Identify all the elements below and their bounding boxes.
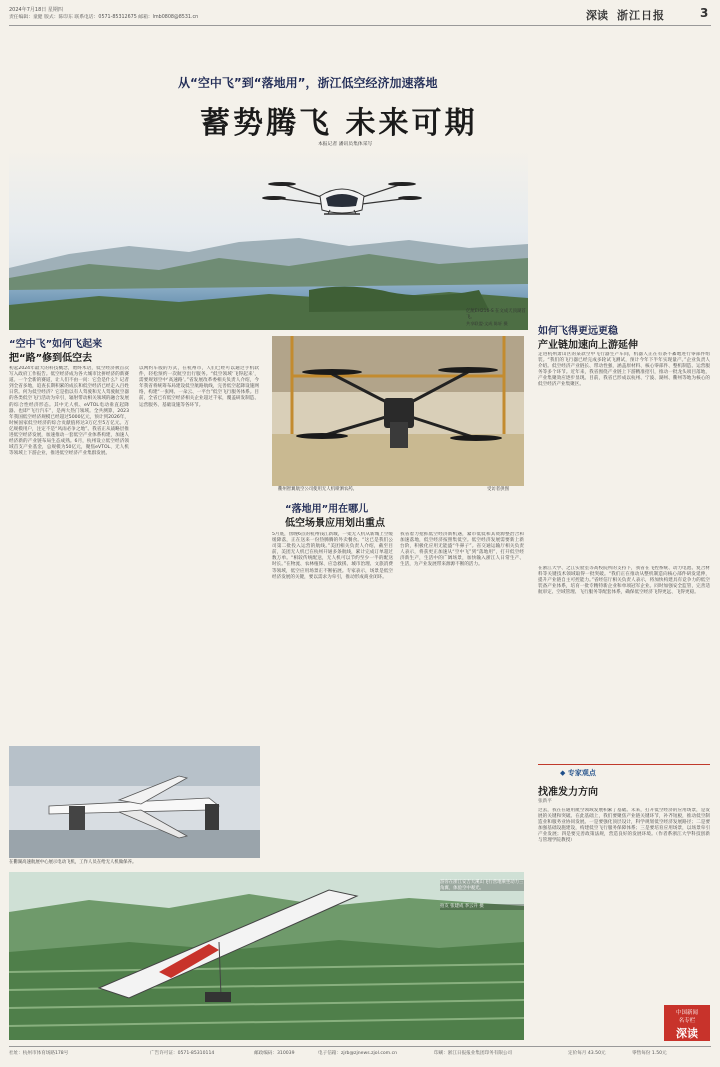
s3-text-a: 5月底，傍晚6点的杭州钱江新城，一架无人机从新城上空缓缓降落，正在送来一份热腾腾的外卖餐食。“这已是我们公司第二批投入运营的航线。”美团相关负责人介绍，截至目前，美团无人机已在杭州开通多条航线，累计完成订单超过数万单。“相较传统配送，无人机可以节约至少一半的配送时长。”在物流、农林植保、应急救援、城市治理、文旅消费等领域，低空应用场景正不断拓展。专家表示，场景是低空经济发展的关键，要以需求为牵引，推动形成商业闭环。 [272, 532, 393, 580]
s3-title-a: “落地用”用在哪儿 [285, 504, 369, 515]
headline-kicker: 从“空中飞”到“落地用”，浙江低空经济加速落地 [178, 76, 438, 90]
masthead-rule [9, 25, 711, 26]
section-tag: 深读 [586, 9, 608, 22]
caption-hang-glider: 游客在浙江安吉大溪山飞行营地乘坐动力三角翼，体验空中观光。 [440, 880, 524, 891]
date-line: 2024年7月18日 星期四 [9, 7, 63, 13]
diamond-icon: ◆ [560, 769, 568, 777]
s2-title-b: 产业链加速向上游延伸 [538, 340, 638, 351]
page-number: 3 [700, 6, 709, 20]
footer-single-price: 零售每份 1.50元 [632, 1051, 667, 1056]
expert-author: 张新平 [538, 799, 552, 804]
expert-text: 过去，我在在通用航空领域发展积累了基础。未来，打开低空经济的应用场景，是发展的关键和突破。在此基础上，我们要聚焦产业链关键环节，补齐短板，推动低空制造业和服务业协同发展。一是要强化顶层设计，科学规划低空经济发展路径；二是要加强基础设施建设，构建低空飞行服务保障体系；三是要培育应用场景，以场景牵引产业发展；四是要完善政策法规，营造良好的发展环境。（作者系浙江大学科技创新与管理学院教授） [538, 808, 710, 844]
caption-agri-drone: 衢州智翼航空公司使用无人机喷洒农药。 [278, 487, 358, 492]
caption-agri-drone-credit: 受访者供图 [487, 487, 509, 492]
headline-main: 蓄势腾飞 未来可期 [200, 106, 478, 141]
column-badge [664, 1005, 710, 1041]
expert-divider [538, 764, 710, 765]
footer-ad-phone: 广告许可证：0571-85310114 [150, 1051, 215, 1056]
badge-line-2: 名专栏 [678, 1018, 696, 1024]
badge-line-1: 中国新闻 [675, 1010, 698, 1016]
headline-byline: 本报记者 潘讯员集体采写 [318, 142, 373, 147]
expert-label-text: 专家观点 [567, 769, 596, 777]
s2-text: 走进杭州萧山区的某款空中飞行器生产车间，机器人正在有条不紊地进行零部件组装。“我们的飞行器已经完成多轮试飞测试，预计今年下半年实现量产。”企业负责人介绍。低空经济产业链长、带动性强，涵盖原材料、核心零部件、整机制造、运营服务等多个环节。近年来，我省围绕产业链上下游精准招引，推动一批龙头项目落地，产业集聚效应逐步显现。目前，我省已形成以杭州、宁波、湖州、衢州等地为核心的低空经济产业集聚区。 [538, 352, 710, 388]
evtol-aircraft-icon [262, 162, 422, 232]
footer-rule [9, 1046, 711, 1047]
photo-electric-aircraft [9, 746, 260, 858]
s3-text-b: 我省着力抢抓低空经济新机遇，紧市低低和其资源整治合和加速落地，低空经济按照集低空。低空经济发展需要新上新台阶，积极化应用无能盛“牛鼻子”。省交通运输厅相关负责人表示，将获更正加速从“空中飞”到“落地用”，打开低空经济新生产，生活中的广阔场景，加快输入浙江人日常生产、生活，为产业发展带来源源不断的活力。 [400, 532, 524, 568]
badge-line-3: 深读 [676, 1027, 698, 1040]
footer-email: 电子信箱：zjrb@zjnews.zjol.com.cn [318, 1051, 398, 1056]
expert-title: 找准发力方向 [538, 787, 598, 798]
s2-title-a: 如何飞得更远更稳 [538, 326, 618, 337]
photo-agri-drone [272, 336, 524, 486]
footer-printer: 印刷：浙江日报报业集团印务有限公司 [434, 1051, 513, 1056]
editor-line: 责任编辑：童健 版式：陈印东 联系电话：0571-85312675 邮箱：lmb0808@8531.cn [9, 15, 199, 20]
s3-title-b: 低空场景应用划出重点 [285, 518, 385, 529]
s1-text: 初起2024年最大的科技概念，始终术语，低空经济被首次写入政府工作报告。低空经济成为各大城市比拼经济的新赛道。一个全新的赛道，让人们不由一问：它会是什么？记者到全省多地，追查长期积累的成长和低空经济已经走入百姓日常。何为低空经济？它是指以有人驾驶和无人驾驶航空器的各类低空飞行活动为牵引，辐射带动相关领域的融合发展的综合性经济形态。其中无人机、eVTOL电动垂直起降器、也即“飞行汽车”，是两大热门领域。全共测算，2023年我国低空经济规模已经超过5000亿元，预计到2026年，时候国家低空经济的综合贡献值将达3万亿至5万亿元。万亿规模用户，注定不是“风雨必争之地”。我省正从战略层推进低空经济发展，加速推动一套低空产业体系构建，加速人经济新的产业链布局生态成熟。6月，杭州设立低空经济领域首支产业基金，总规模为50亿元，聚焦eVTOL、无人机等领域上下游企业，推进低空经济产业集群发展。 [9, 366, 129, 457]
photo-hang-glider [9, 872, 524, 1040]
s2-text-b: 在浙江大学、之江实验室等高校院所的支持下，我省在飞控系统、动力电池、复合材料等关键技术领域取得一批突破。“我们正在推动从整机制造向核心部件研发延伸，提升产业链自主可控能力。”省经信厅相关负责人表示，将加快构建具有竞争力的低空装备产业体系，培育一批专精特新企业和单项冠军企业。同时加强安全监管，完善适航审定、空域管理、飞行服务等配套体系，确保低空经济飞得更远、飞得更稳。 [538, 566, 710, 596]
caption-evtol: 亿航EH216-S 在文成天顶湖首飞。 [466, 309, 526, 320]
footer-address: 社址：杭州市体育场路178号 [9, 1051, 69, 1056]
caption-electric-aircraft: 在衢湖高速航展中心展示电动飞机，工作人员在给无人机做保养。 [9, 860, 137, 865]
footer-zip: 邮政编码：310039 [254, 1051, 295, 1056]
footer-price: 定价每月 43.50元 [568, 1051, 606, 1056]
s1-text-b: 以网约车般的方式，在杭州市，人们已经可以通过手机软件，轻松预约一次航空出行服务。“低空领域‘飞得起来’，需要规划空中‘高速路’。”省发展改革委相关负责人介绍，今年我省将统筹布局建设低空航路航线，完善低空起降设施网络，构建“一张网、一朵云、一平台”低空飞行服务体系。目前，全省已有低空经济相关企业超过千家，覆盖研发制造、运营服务、基础设施等各环节。 [139, 366, 259, 408]
caption-hang-glider-credit: 拍友 张建成 李云升 摄 [440, 904, 524, 910]
s1-title-a: “空中飞”如何飞起来 [9, 339, 103, 350]
caption-evtol-credit: 共享联盟·文成 陈轩 摄 [466, 321, 508, 326]
expert-label [560, 768, 596, 778]
s1-title-b: 把“路”修到低空去 [9, 353, 93, 364]
paper-name: 浙江日报 [617, 9, 665, 22]
